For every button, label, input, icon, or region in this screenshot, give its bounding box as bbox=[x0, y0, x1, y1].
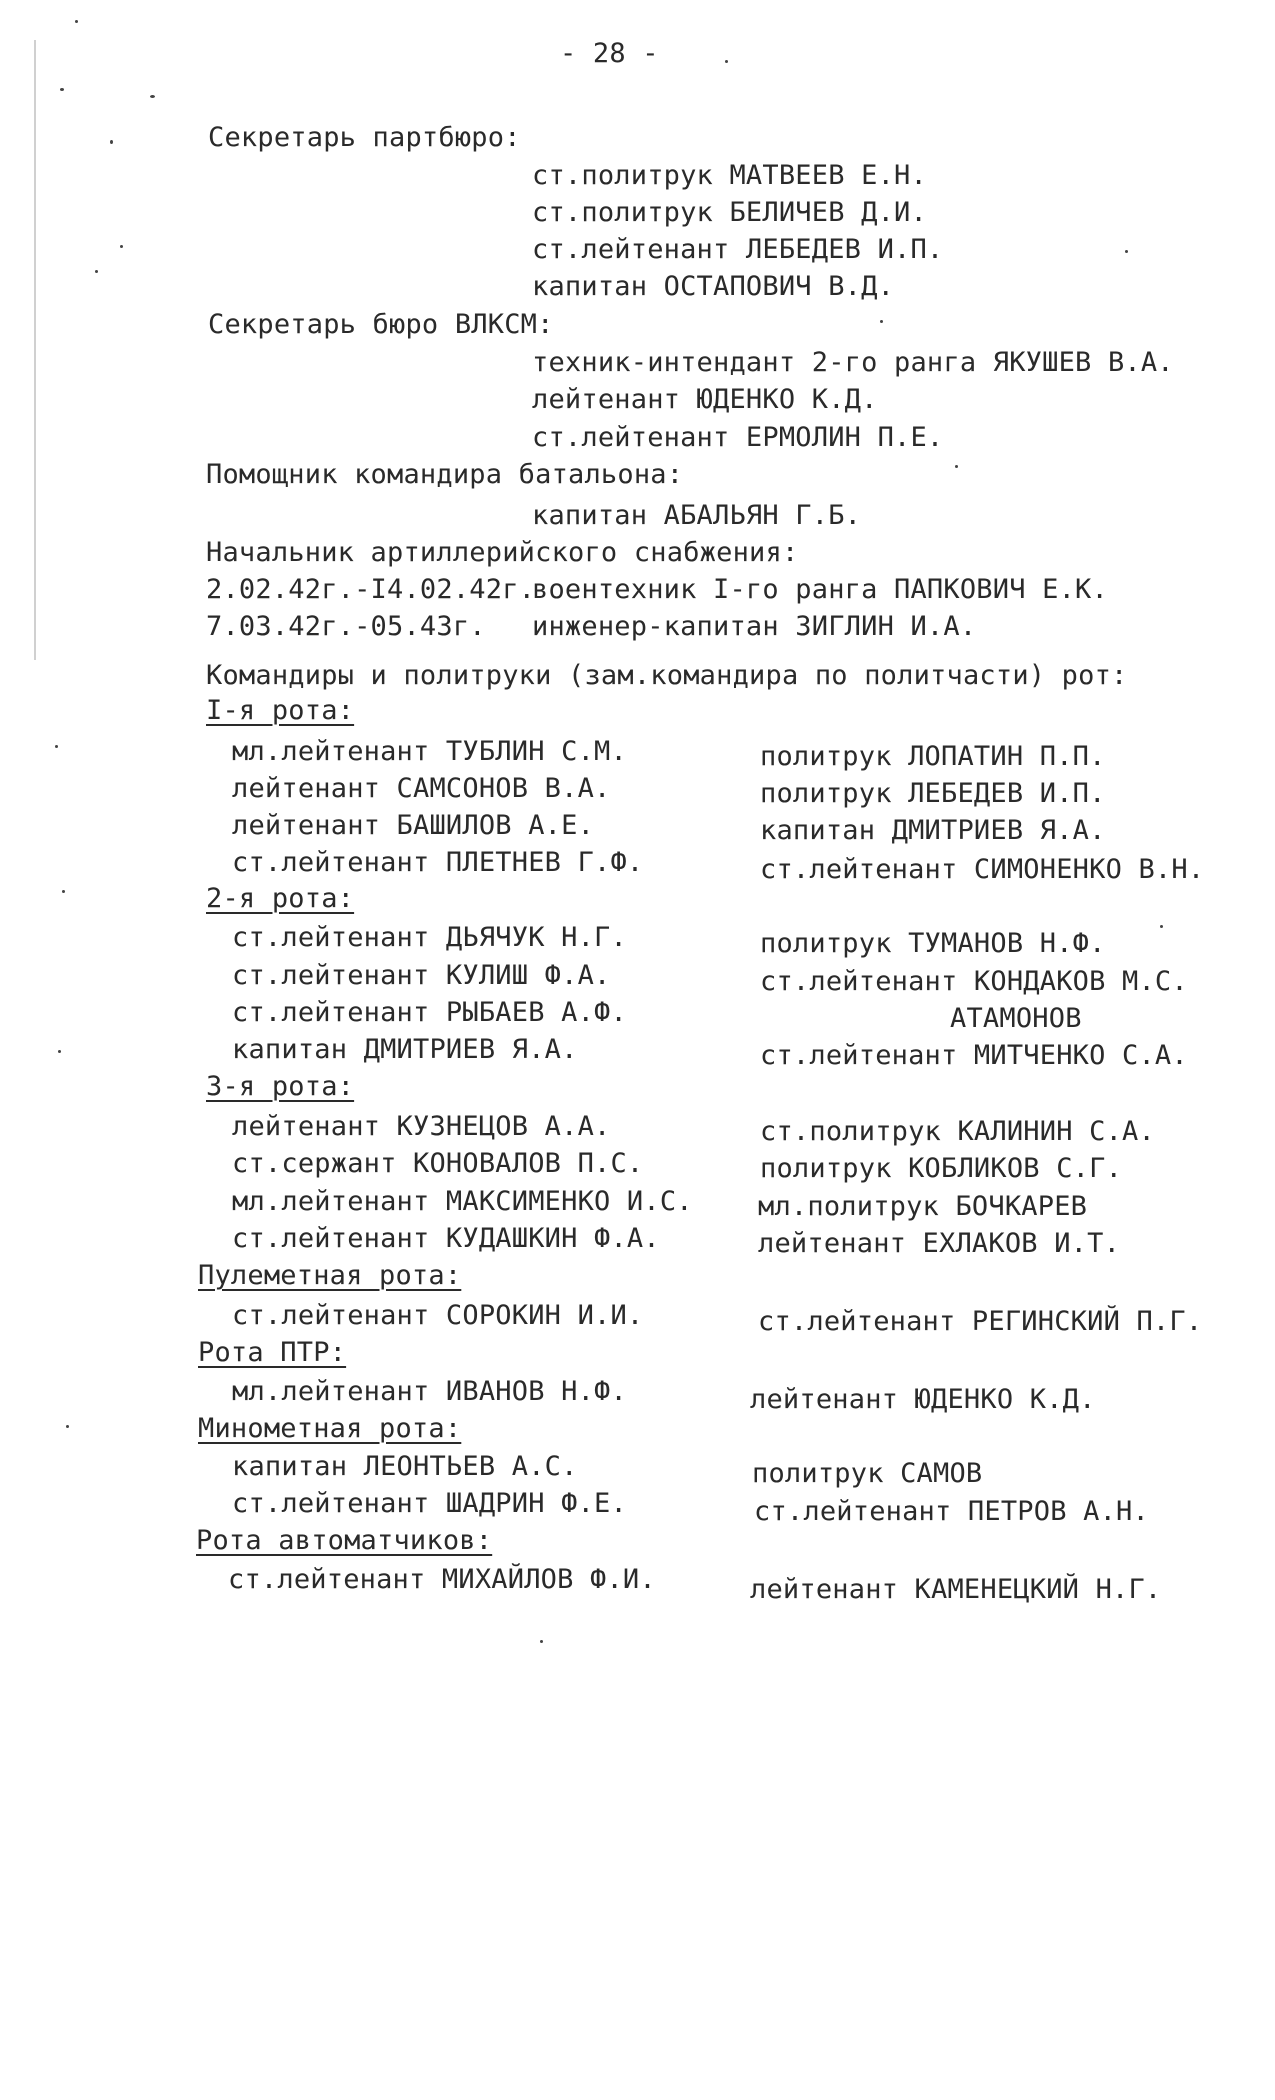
page-number: - 28 - bbox=[560, 38, 659, 69]
scan-speck bbox=[955, 465, 958, 468]
scan-speck bbox=[60, 88, 64, 91]
company-commander: мл.лейтенант МАКСИМЕНКО И.С. bbox=[232, 1186, 693, 1217]
scan-speck bbox=[58, 1050, 61, 1053]
company-name: I-я рота: bbox=[206, 695, 355, 726]
company-politruk: ст.лейтенант СИМОНЕНКО В.Н. bbox=[760, 854, 1205, 885]
company-commander: капитан ДМИТРИЕВ Я.А. bbox=[232, 1034, 578, 1065]
scan-speck bbox=[725, 60, 728, 63]
company-commander: лейтенант КУЗНЕЦОВ А.А. bbox=[232, 1111, 611, 1142]
company-commander: ст.лейтенант КУДАШКИН Ф.А. bbox=[232, 1223, 660, 1254]
scan-speck bbox=[120, 245, 123, 248]
artillery-supply-dates: 2.02.42г.-I4.02.42г. bbox=[206, 574, 536, 605]
company-commander: ст.лейтенант МИХАЙЛОВ Ф.И. bbox=[228, 1564, 656, 1595]
company-commander: лейтенант САМСОНОВ В.А. bbox=[232, 773, 611, 804]
company-name: Минометная рота: bbox=[198, 1413, 462, 1444]
scan-speck bbox=[1125, 250, 1128, 253]
komsomol-secretary-name: ст.лейтенант ЕРМОЛИН П.Е. bbox=[532, 422, 944, 453]
company-politruk: политрук ЛОПАТИН П.П. bbox=[760, 741, 1106, 772]
company-commander: ст.лейтенант ШАДРИН Ф.Е. bbox=[232, 1488, 627, 1519]
scan-speck bbox=[75, 20, 78, 23]
company-commander: ст.сержант КОНОВАЛОВ П.С. bbox=[232, 1148, 644, 1179]
company-commander: капитан ЛЕОНТЬЕВ А.С. bbox=[232, 1451, 578, 1482]
artillery-supply-title: Начальник артиллерийского снабжения: bbox=[206, 537, 799, 568]
company-name: 3-я рота: bbox=[206, 1071, 355, 1102]
company-politruk: политрук ЛЕБЕДЕВ И.П. bbox=[760, 778, 1106, 809]
artillery-supply-name: воентехник I-го ранга ПАПКОВИЧ Е.К. bbox=[532, 574, 1108, 605]
scan-speck bbox=[62, 890, 65, 893]
company-politruk: мл.политрук БОЧКАРЕВ bbox=[758, 1191, 1088, 1222]
company-politruk: лейтенант ЮДЕНКО К.Д. bbox=[750, 1384, 1096, 1415]
company-politruk: ст.лейтенант РЕГИНСКИЙ П.Г. bbox=[758, 1306, 1203, 1337]
artillery-supply-dates: 7.03.42г.-05.43г. bbox=[206, 611, 486, 642]
scan-speck bbox=[55, 745, 58, 748]
company-commander: ст.лейтенант ПЛЕТНЕВ Г.Ф. bbox=[232, 847, 644, 878]
companies-heading: Командиры и политруки (зам.командира по политчасти) рот: bbox=[206, 660, 1128, 691]
company-politruk: ст.лейтенант ПЕТРОВ А.Н. bbox=[754, 1496, 1149, 1527]
scan-speck bbox=[880, 320, 883, 323]
scan-edge-line bbox=[34, 40, 36, 660]
company-commander: ст.лейтенант КУЛИШ Ф.А. bbox=[232, 960, 611, 991]
scan-speck bbox=[540, 1640, 543, 1643]
company-name: Пулеметная рота: bbox=[198, 1260, 462, 1291]
party-secretary-title: Секретарь партбюро: bbox=[208, 122, 521, 153]
company-politruk: политрук КОБЛИКОВ С.Г. bbox=[760, 1153, 1123, 1184]
party-secretary-name: ст.политрук МАТВЕЕВ Е.Н. bbox=[532, 160, 927, 191]
company-politruk: ст.политрук КАЛИНИН С.А. bbox=[760, 1116, 1155, 1147]
company-commander: ст.лейтенант РЫБАЕВ А.Ф. bbox=[232, 997, 627, 1028]
company-politruk: политрук ТУМАНОВ Н.Ф. bbox=[760, 928, 1106, 959]
komsomol-secretary-name: техник-интендант 2-го ранга ЯКУШЕВ В.А. bbox=[532, 347, 1174, 378]
company-name: Рота ПТР: bbox=[198, 1337, 347, 1368]
company-commander: ст.лейтенант ДЬЯЧУК Н.Г. bbox=[232, 922, 627, 953]
company-commander: мл.лейтенант ИВАНОВ Н.Ф. bbox=[232, 1376, 627, 1407]
scan-speck bbox=[1160, 925, 1163, 928]
company-commander: мл.лейтенант ТУБЛИН С.М. bbox=[232, 736, 627, 767]
assistant-commander-name: капитан АБАЛЬЯН Г.Б. bbox=[532, 500, 862, 531]
company-politruk: лейтенант КАМЕНЕЦКИЙ Н.Г. bbox=[750, 1574, 1162, 1605]
komsomol-secretary-title: Секретарь бюро ВЛКСМ: bbox=[208, 309, 554, 340]
company-commander: лейтенант БАШИЛОВ А.Е. bbox=[232, 810, 595, 841]
komsomol-secretary-name: лейтенант ЮДЕНКО К.Д. bbox=[532, 384, 878, 415]
artillery-supply-name: инженер-капитан ЗИГЛИН И.А. bbox=[532, 611, 977, 642]
company-politruk: капитан ДМИТРИЕВ Я.А. bbox=[760, 815, 1106, 846]
scan-speck bbox=[95, 270, 98, 273]
company-politruk: ст.лейтенант КОНДАКОВ М.С. bbox=[760, 966, 1188, 997]
company-name: 2-я рота: bbox=[206, 883, 355, 914]
assistant-commander-title: Помощник командира батальона: bbox=[206, 459, 684, 490]
party-secretary-name: ст.политрук БЕЛИЧЕВ Д.И. bbox=[532, 197, 927, 228]
company-commander: ст.лейтенант СОРОКИН И.И. bbox=[232, 1300, 644, 1331]
party-secretary-name: капитан ОСТАПОВИЧ В.Д. bbox=[532, 271, 895, 302]
company-name: Рота автоматчиков: bbox=[196, 1525, 493, 1556]
company-politruk: лейтенант ЕХЛАКОВ И.Т. bbox=[758, 1228, 1121, 1259]
party-secretary-name: ст.лейтенант ЛЕБЕДЕВ И.П. bbox=[532, 234, 944, 265]
scan-speck bbox=[110, 140, 113, 144]
scan-speck bbox=[150, 95, 155, 98]
company-politruk: политрук САМОВ bbox=[752, 1458, 983, 1489]
company-politruk: ст.лейтенант МИТЧЕНКО С.А. bbox=[760, 1040, 1188, 1071]
company-politruk: АТАМОНОВ bbox=[950, 1003, 1082, 1034]
scan-speck bbox=[66, 1425, 69, 1428]
